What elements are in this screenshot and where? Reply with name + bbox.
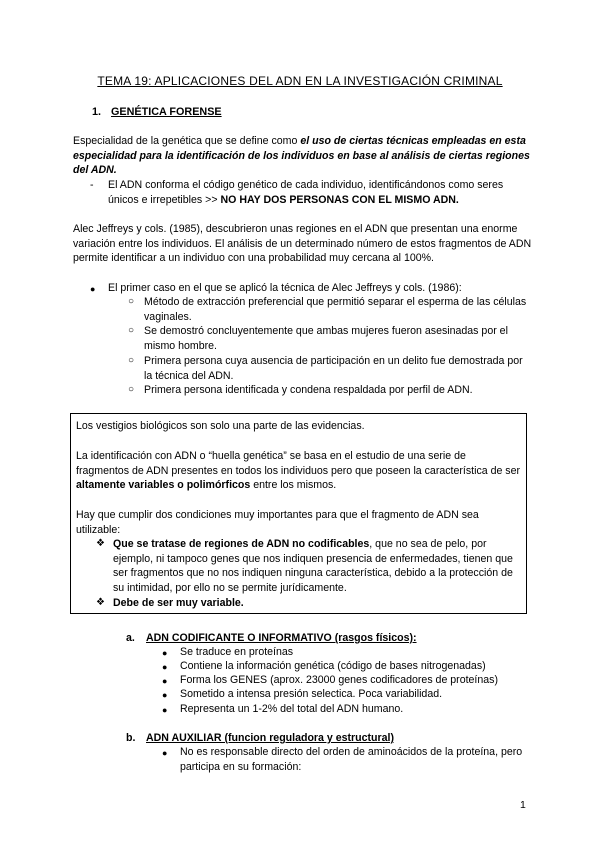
dash-item-bold: NO HAY DOS PERSONAS CON EL MISMO ADN. <box>220 193 459 206</box>
dash-item <box>108 178 528 207</box>
section-a-item: Forma los GENES (aprox. 23000 genes codificadores de proteínas) <box>180 674 498 686</box>
section-a-heading <box>146 631 417 646</box>
box-p2-text: La identificación con ADN o “huella genética” se basa en el estudio de una serie de fragmentos de ADN presentes en todos los individuos pero que poseen la característica de ser <box>76 450 521 477</box>
circle-bullet-icon: ○ <box>128 325 135 336</box>
box-paragraph-1: Los vestigios biológicos son solo una parte de las evidencias. <box>76 420 365 432</box>
box-paragraph-3: Hay que cumplir dos condiciones muy importantes para que el fragmento de ADN sea utilizable: <box>76 509 479 536</box>
condition-1-text: , que no sea de pelo, por ejemplo, ni tampoco genes que nos indiquen presencia de enfermedades, tienen que ser fragmentos que no nos indiquen ninguna característica, debido a la protección de su intimidad, por ello no se permite jurídicamente. <box>113 538 513 594</box>
section-a-item: Sometido a intensa presión selectica. Poca variabilidad. <box>180 688 443 700</box>
dash-marker: - <box>90 179 94 191</box>
section-b-title: ADN AUXILIAR (funcion reguladora y estructural) <box>146 732 394 744</box>
bullet-icon: ● <box>162 748 168 758</box>
page-title: TEMA 19: APLICACIONES DEL ADN EN LA INVESTIGACIÓN CRIMINAL <box>97 74 503 88</box>
intro-emphasis: el uso de ciertas técnicas empleadas en esta especialidad para la identificación de los individuos en base al análisis de ciertas regiones del ADN. <box>73 135 530 177</box>
condition-1-bold: Que se tratase de regiones de ADN no codificables <box>113 538 370 550</box>
condition-2: Debe de ser muy variable. <box>113 597 244 609</box>
intro-paragraph <box>73 134 533 178</box>
section-a-item: Representa un 1-2% del total del ADN humano. <box>180 703 404 715</box>
bullet-icon: ● <box>162 662 168 672</box>
dash-item-text: El ADN conforma el código genético de cada individuo, identificándonos como seres únicos e irrepetibles >> <box>108 179 504 206</box>
section-heading-genetica-forense <box>92 105 222 120</box>
bullet-icon: ● <box>90 284 96 294</box>
section-b-heading <box>146 731 394 746</box>
first-case-item: Se demostró concluyentemente que ambas mujeres fueron asesinadas por el mismo hombre. <box>144 325 508 352</box>
jeffreys-paragraph: Alec Jeffreys y cols. (1985), descubrieron unas regiones en el ADN que presentan una enorme variación entre los individuos. El análisis de un determinado número de estos fragmentos de ADN permite identificar a un individuo con una probabilidad muy cercana al 100%. <box>73 223 532 265</box>
circle-bullet-icon: ○ <box>128 296 135 307</box>
bullet-icon: ● <box>162 705 168 715</box>
section-a-title: ADN CODIFICANTE O INFORMATIVO (rasgos físicos): <box>146 632 417 644</box>
box-p2-suffix: entre los mismos. <box>250 479 337 492</box>
first-case-item: Método de extracción preferencial que permitió separar el esperma de las células vaginales. <box>144 296 527 323</box>
condition-1 <box>113 537 523 595</box>
diamond-bullet-icon: ❖ <box>96 538 105 549</box>
section-title: GENÉTICA FORENSE <box>111 106 222 118</box>
section-a-item: Contiene la información genética (código de bases nitrogenadas) <box>180 660 486 672</box>
section-a-letter: a. <box>126 632 135 644</box>
first-case-item: Primera persona cuya ausencia de participación en un delito fue demostrada por la técnica del ADN. <box>144 355 523 382</box>
intro-text: Especialidad de la genética que se define como <box>73 135 301 147</box>
section-a-item: Se traduce en proteínas <box>180 646 294 658</box>
section-b-letter: b. <box>126 732 136 744</box>
section-number: 1. <box>92 106 102 118</box>
box-p2-bold: altamente variables o polimórficos <box>76 479 251 492</box>
section-b-item: No es responsable directo del orden de aminoácidos de la proteína, pero participa en su formación: <box>180 746 523 773</box>
circle-bullet-icon: ○ <box>128 355 135 366</box>
box-paragraph-2 <box>76 449 521 493</box>
bullet-icon: ● <box>162 648 168 658</box>
page-number: 1 <box>520 799 526 811</box>
bullet-icon: ● <box>162 676 168 686</box>
bullet-icon: ● <box>162 690 168 700</box>
diamond-bullet-icon: ❖ <box>96 597 105 608</box>
circle-bullet-icon: ○ <box>128 384 135 395</box>
first-case-item: Primera persona identificada y condena respaldada por perfil de ADN. <box>144 384 473 396</box>
first-case-text: El primer caso en el que se aplicó la técnica de Alec Jeffreys y cols. (1986): <box>108 282 462 294</box>
